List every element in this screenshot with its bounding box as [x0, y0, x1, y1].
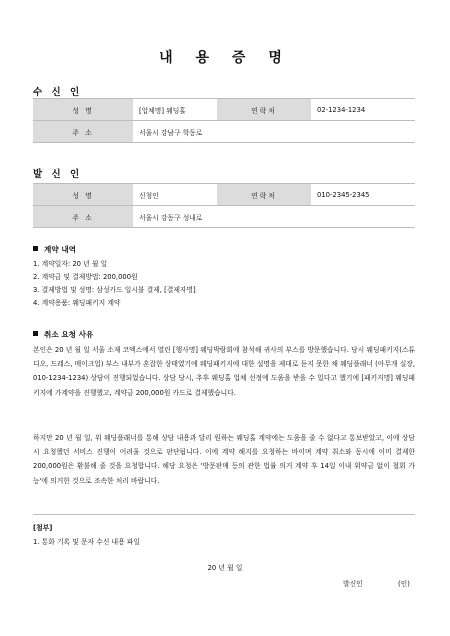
- contract-heading: [33, 244, 76, 255]
- square-bullet-icon: [33, 331, 38, 336]
- recipient-row-name: [33, 99, 415, 121]
- recipient-contact-label: 연락처: [217, 99, 311, 121]
- recipient-name-value: [업체명] 웨딩홀: [133, 99, 217, 121]
- cancel-paragraph-1: 본인은 20 년 월 일 서울 소재 코엑스에서 열린 [행사명] 웨딩박람회에 참석해 귀사의 부스를 방문했습니다. 당시 웨딩패키지(스튜디오, 드레스, 메이크업) 부스 내부가 혼잡한 상태였기에 웨딩패키지에 대한 설명을 제대로 듣지 못한 채 웨딩플래너 (아무개 실장, 010-1234-1234) 상담이 진행되었습니다. 상담 당시, 추후 웨딩홀 업체 선정에 도움을 받을 수 있다고 했기에 [패키지명] 웨딩패키지에 가계약을 진행했고, 계약금 200,000원 카드로 결제했습니다.: [33, 346, 415, 397]
- sender-contact-label: 연락처: [217, 184, 311, 206]
- recipient-table: [33, 98, 415, 143]
- sender-contact-value: 010-2345-2345: [311, 184, 415, 206]
- contract-item: 1. 계약일자: 20 년 월 일: [33, 260, 108, 268]
- contract-item: 2. 계약금 및 결제방법: 200,000원: [33, 273, 138, 281]
- recipient-section-title: 수 신 인: [33, 87, 83, 98]
- cancel-heading: [33, 329, 93, 340]
- sender-row-address: [33, 206, 415, 228]
- sender-address-label: 주 소: [33, 206, 133, 228]
- recipient-name-label: 성 명: [33, 99, 133, 121]
- recipient-contact-value: 02-1234-1234: [311, 99, 415, 121]
- sender-table: [33, 183, 415, 228]
- contract-list: [33, 258, 196, 310]
- sender-address-value: 서울시 강동구 성내로: [133, 206, 415, 228]
- recipient-address-label: 주 소: [33, 121, 133, 143]
- sender-section-title: 발 신 인: [33, 169, 83, 180]
- square-bullet-icon: [33, 246, 38, 251]
- sender-row-name: [33, 184, 415, 206]
- contract-heading-text: 계약 내역: [44, 245, 76, 254]
- contract-item: 4. 계약용품: 웨딩패키지 계약: [33, 299, 121, 307]
- recipient-row-address: [33, 121, 415, 143]
- cancel-paragraph-2: 하지만 20 년 월 일, 위 웨딩플래너를 통해 상담 내용과 달리 원하는 웨딩홀 계약에는 도움을 줄 수 없다고 통보받았고, 이에 상담 시 요청했던 서비스 진행이 어려울 것으로 판단됩니다. 이에 계약 해지를 요청하는 바이며 계약 취소와 동시에 이미 결제한 200,000원은 환불해 줄 것을 요청합니다. 해당 요청은 '방문판매 등의 관한 법률 의거 계약 후 14일 이내 위약금 없이 철회 가능'에 의거한 것으로 조속한 처리 바랍니다.: [33, 434, 415, 485]
- contract-item: 3. 결제방법 및 성명: 삼성카드 일시불 결제, [결제자명]: [33, 286, 196, 294]
- cancel-heading-text: 취소 요청 사유: [44, 330, 94, 339]
- footer-date: 20 년 월 일: [207, 564, 243, 572]
- recipient-address-value: 서울시 강남구 학동로: [133, 121, 415, 143]
- attachment-heading: [첨부]: [33, 524, 53, 532]
- footer-sender-label: 발신인: [343, 580, 363, 588]
- footer-seal: (인): [398, 580, 410, 588]
- sender-name-label: 성 명: [33, 184, 133, 206]
- document-title: 내 용 증 명: [159, 50, 291, 66]
- divider: [33, 514, 415, 515]
- attachment-item: 1. 통화 기록 및 문자 수신 내용 파일: [33, 538, 140, 546]
- sender-name-value: 신청인: [133, 184, 217, 206]
